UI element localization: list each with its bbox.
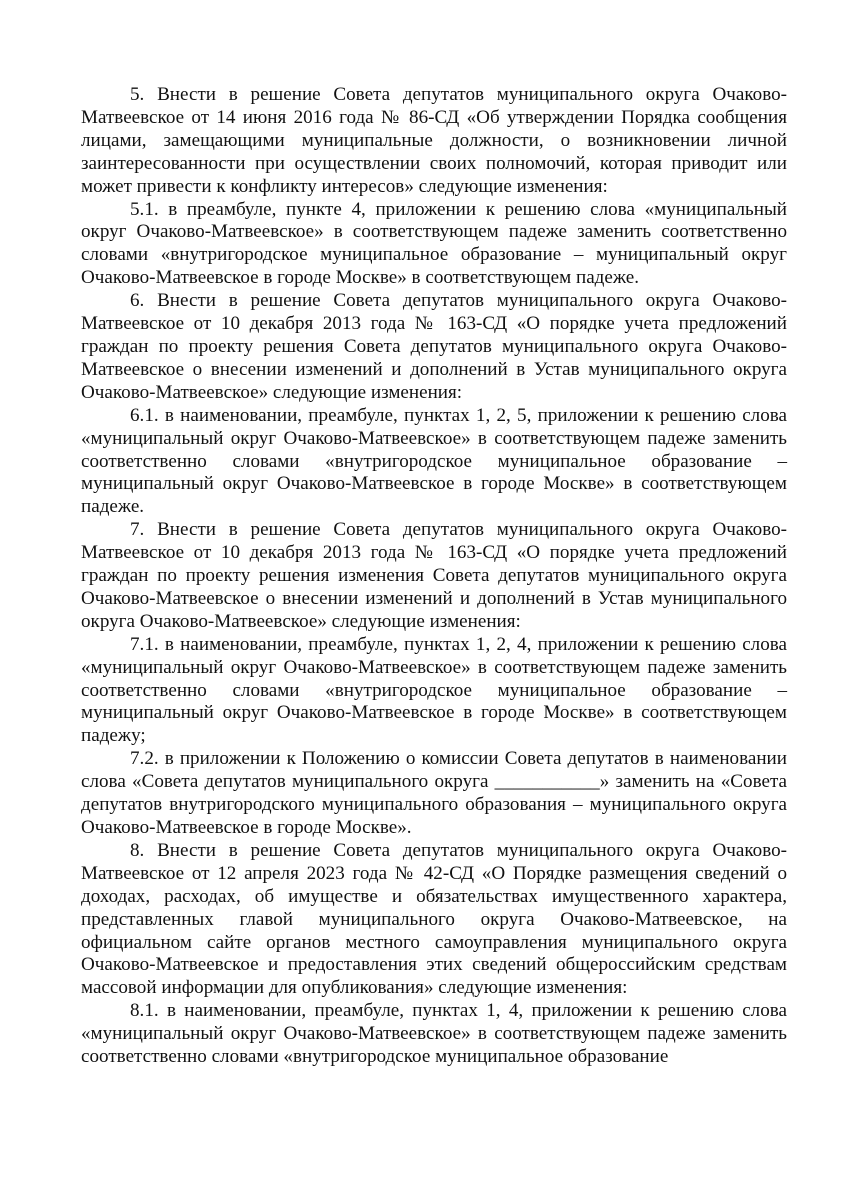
paragraph-8-1: 8.1. в наименовании, преамбуле, пунктах 1, 4, приложении к решению слова «муниципальный округ Очаково-Матвеевское» в соответствующем падеже заменить соответственно словами «внутригородское муниципальное образование bbox=[81, 1000, 787, 1068]
paragraph-8: 8. Внести в решение Совета депутатов муниципального округа Очаково-Матвеевское от 12 апреля 2023 года № 42-СД «О Порядке размещения сведений о доходах, расходах, об имуществе и обязательствах имущественного характера, представленных главой муниципального округа Очаково-Матвеевское, на официальном сайте органов местного самоуправления муниципального округа Очаково-Матвеевское и предоставления этих сведений общероссийским средствам массовой информации для опубликования» следующие изменения: bbox=[81, 839, 787, 999]
paragraph-7-1: 7.1. в наименовании, преамбуле, пунктах 1, 2, 4, приложении к решению слова «муниципальный округ Очаково-Матвеевское» в соответствующем падеже заменить соответственно словами «внутригородское муниципальное образование – муниципальный округ Очаково-Матвеевское в городе Москве» в соответствующем падежу; bbox=[81, 633, 787, 747]
paragraph-5-1: 5.1. в преамбуле, пункте 4, приложении к решению слова «муниципальный округ Очаково-Матвеевское» в соответствующем падеже заменить соответственно словами «внутригородское муниципальное образование – муниципальный округ Очаково-Матвеевское в городе Москве» в соответствующем падеже. bbox=[81, 198, 787, 289]
document-body bbox=[81, 84, 787, 1069]
paragraph-7: 7. Внести в решение Совета депутатов муниципального округа Очаково-Матвеевское от 10 декабря 2013 года № 163-СД «О порядке учета предложений граждан по проекту решения изменения Совета депутатов муниципального округа Очаково-Матвеевское о внесении изменений и дополнений в Устав муниципального округа Очаково-Матвеевское» следующие изменения: bbox=[81, 519, 787, 632]
paragraph-5: 5. Внести в решение Совета депутатов муниципального округа Очаково-Матвеевское от 14 июня 2016 года № 86-СД «Об утверждении Порядка сообщения лицами, замещающими муниципальные должности, о возникновении личной заинтересованности при осуществлении своих полномочий, которая приводит или может привести к конфликту интересов» следующие изменения: bbox=[81, 84, 787, 197]
paragraph-6: 6. Внести в решение Совета депутатов муниципального округа Очаково-Матвеевское от 10 декабря 2013 года № 163-СД «О порядке учета предложений граждан по проекту решения Совета депутатов муниципального округа Очаково-Матвеевское о внесении изменений и дополнений в Устав муниципального округа Очаково-Матвеевское» следующие изменения: bbox=[81, 290, 787, 403]
paragraph-7-2: 7.2. в приложении к Положению о комиссии Совета депутатов в наименовании слова «Совета депутатов муниципального округа ___________» заменить на «Совета депутатов внутригородского муниципального образования – муниципального округа Очаково-Матвеевское в городе Москве». bbox=[81, 748, 787, 838]
paragraph-6-1: 6.1. в наименовании, преамбуле, пунктах 1, 2, 5, приложении к решению слова «муниципальный округ Очаково-Матвеевское» в соответствующем падеже заменить соответственно словами «внутригородское муниципальное образование – муниципальный округ Очаково-Матвеевское в городе Москве» в соответствующем падеже. bbox=[81, 404, 787, 518]
